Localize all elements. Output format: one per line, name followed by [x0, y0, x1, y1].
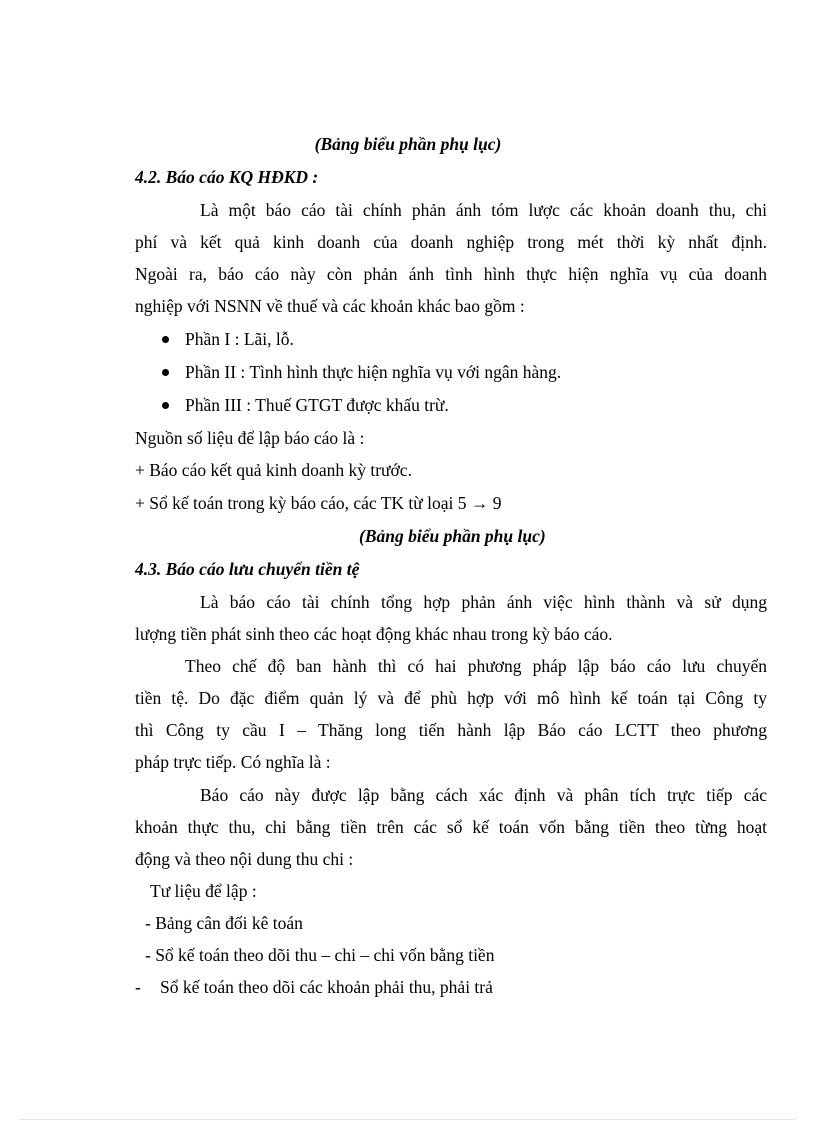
paragraph-line: pháp trực tiếp. Có nghĩa là :	[135, 752, 331, 772]
paragraph-line: tiền tệ. Do đặc điểm quản lý và để phù hợp với mô hình kế toán tại Công ty	[135, 688, 767, 708]
materials-dash: -	[135, 977, 141, 997]
source-item: + Báo cáo kết quả kinh doanh kỳ trước.	[135, 460, 412, 480]
bullet-icon	[162, 369, 169, 376]
source-intro: Nguồn số liệu để lập báo cáo là :	[135, 428, 365, 448]
materials-item: Sổ kế toán theo dõi các khoản phải thu, phải trả	[160, 977, 493, 997]
paragraph-line: lượng tiền phát sinh theo các hoạt động khác nhau trong kỳ báo cáo.	[135, 624, 613, 644]
paragraph-line: Theo chế độ ban hành thì có hai phương pháp lập báo cáo lưu chuyển	[185, 656, 767, 676]
bullet-item: Phần III : Thuế GTGT được khấu trừ.	[185, 395, 449, 415]
page-bottom-rule	[20, 1119, 796, 1120]
appendix-caption: (Bảng biểu phần phụ lục)	[314, 134, 502, 154]
bullet-icon	[162, 336, 169, 343]
paragraph-line: thì Công ty cầu I – Thăng long tiến hành lập Báo cáo LCTT theo phương	[135, 720, 767, 740]
paragraph-line: nghiệp với NSNN về thuế và các khoản khác bao gồm :	[135, 296, 525, 316]
paragraph-line: Là một báo cáo tài chính phản ánh tóm lược các khoản doanh thu, chi	[200, 200, 767, 220]
section-heading-4-2: 4.2. Báo cáo KQ HĐKD :	[135, 167, 319, 187]
paragraph-line: khoản thực thu, chi bằng tiền trên các sổ kế toán vốn bằng tiền theo từng hoạt	[135, 817, 767, 837]
appendix-caption: (Bảng biểu phần phụ lục)	[359, 526, 546, 546]
bullet-item: Phần I : Lãi, lỗ.	[185, 329, 294, 349]
paragraph-line: Ngoài ra, báo cáo này còn phản ánh tình hình thực hiện nghĩa vụ của doanh	[135, 264, 767, 284]
paragraph-line: động và theo nội dung thu chi :	[135, 849, 354, 869]
source-item: + Sổ kế toán trong kỳ báo cáo, các TK từ loại 5 → 9	[135, 493, 502, 513]
bullet-item: Phần II : Tình hình thực hiện nghĩa vụ với ngân hàng.	[185, 362, 562, 382]
paragraph-line: Báo cáo này được lập bằng cách xác định và phân tích trực tiếp các	[200, 785, 767, 805]
materials-intro: Tư liệu để lập :	[150, 881, 257, 901]
paragraph-line: phí và kết quả kinh doanh của doanh nghiệp trong mét thời kỳ nhất định.	[135, 232, 767, 252]
materials-item: - Sổ kế toán theo dõi thu – chi – chi vốn bằng tiền	[145, 945, 495, 965]
materials-item: - Bảng cân đối kê toán	[145, 913, 303, 933]
section-heading-4-3: 4.3. Báo cáo lưu chuyển tiền tệ	[135, 559, 360, 579]
paragraph-line: Là báo cáo tài chính tổng hợp phản ánh việc hình thành và sử dụng	[200, 592, 767, 612]
bullet-icon	[162, 402, 169, 409]
